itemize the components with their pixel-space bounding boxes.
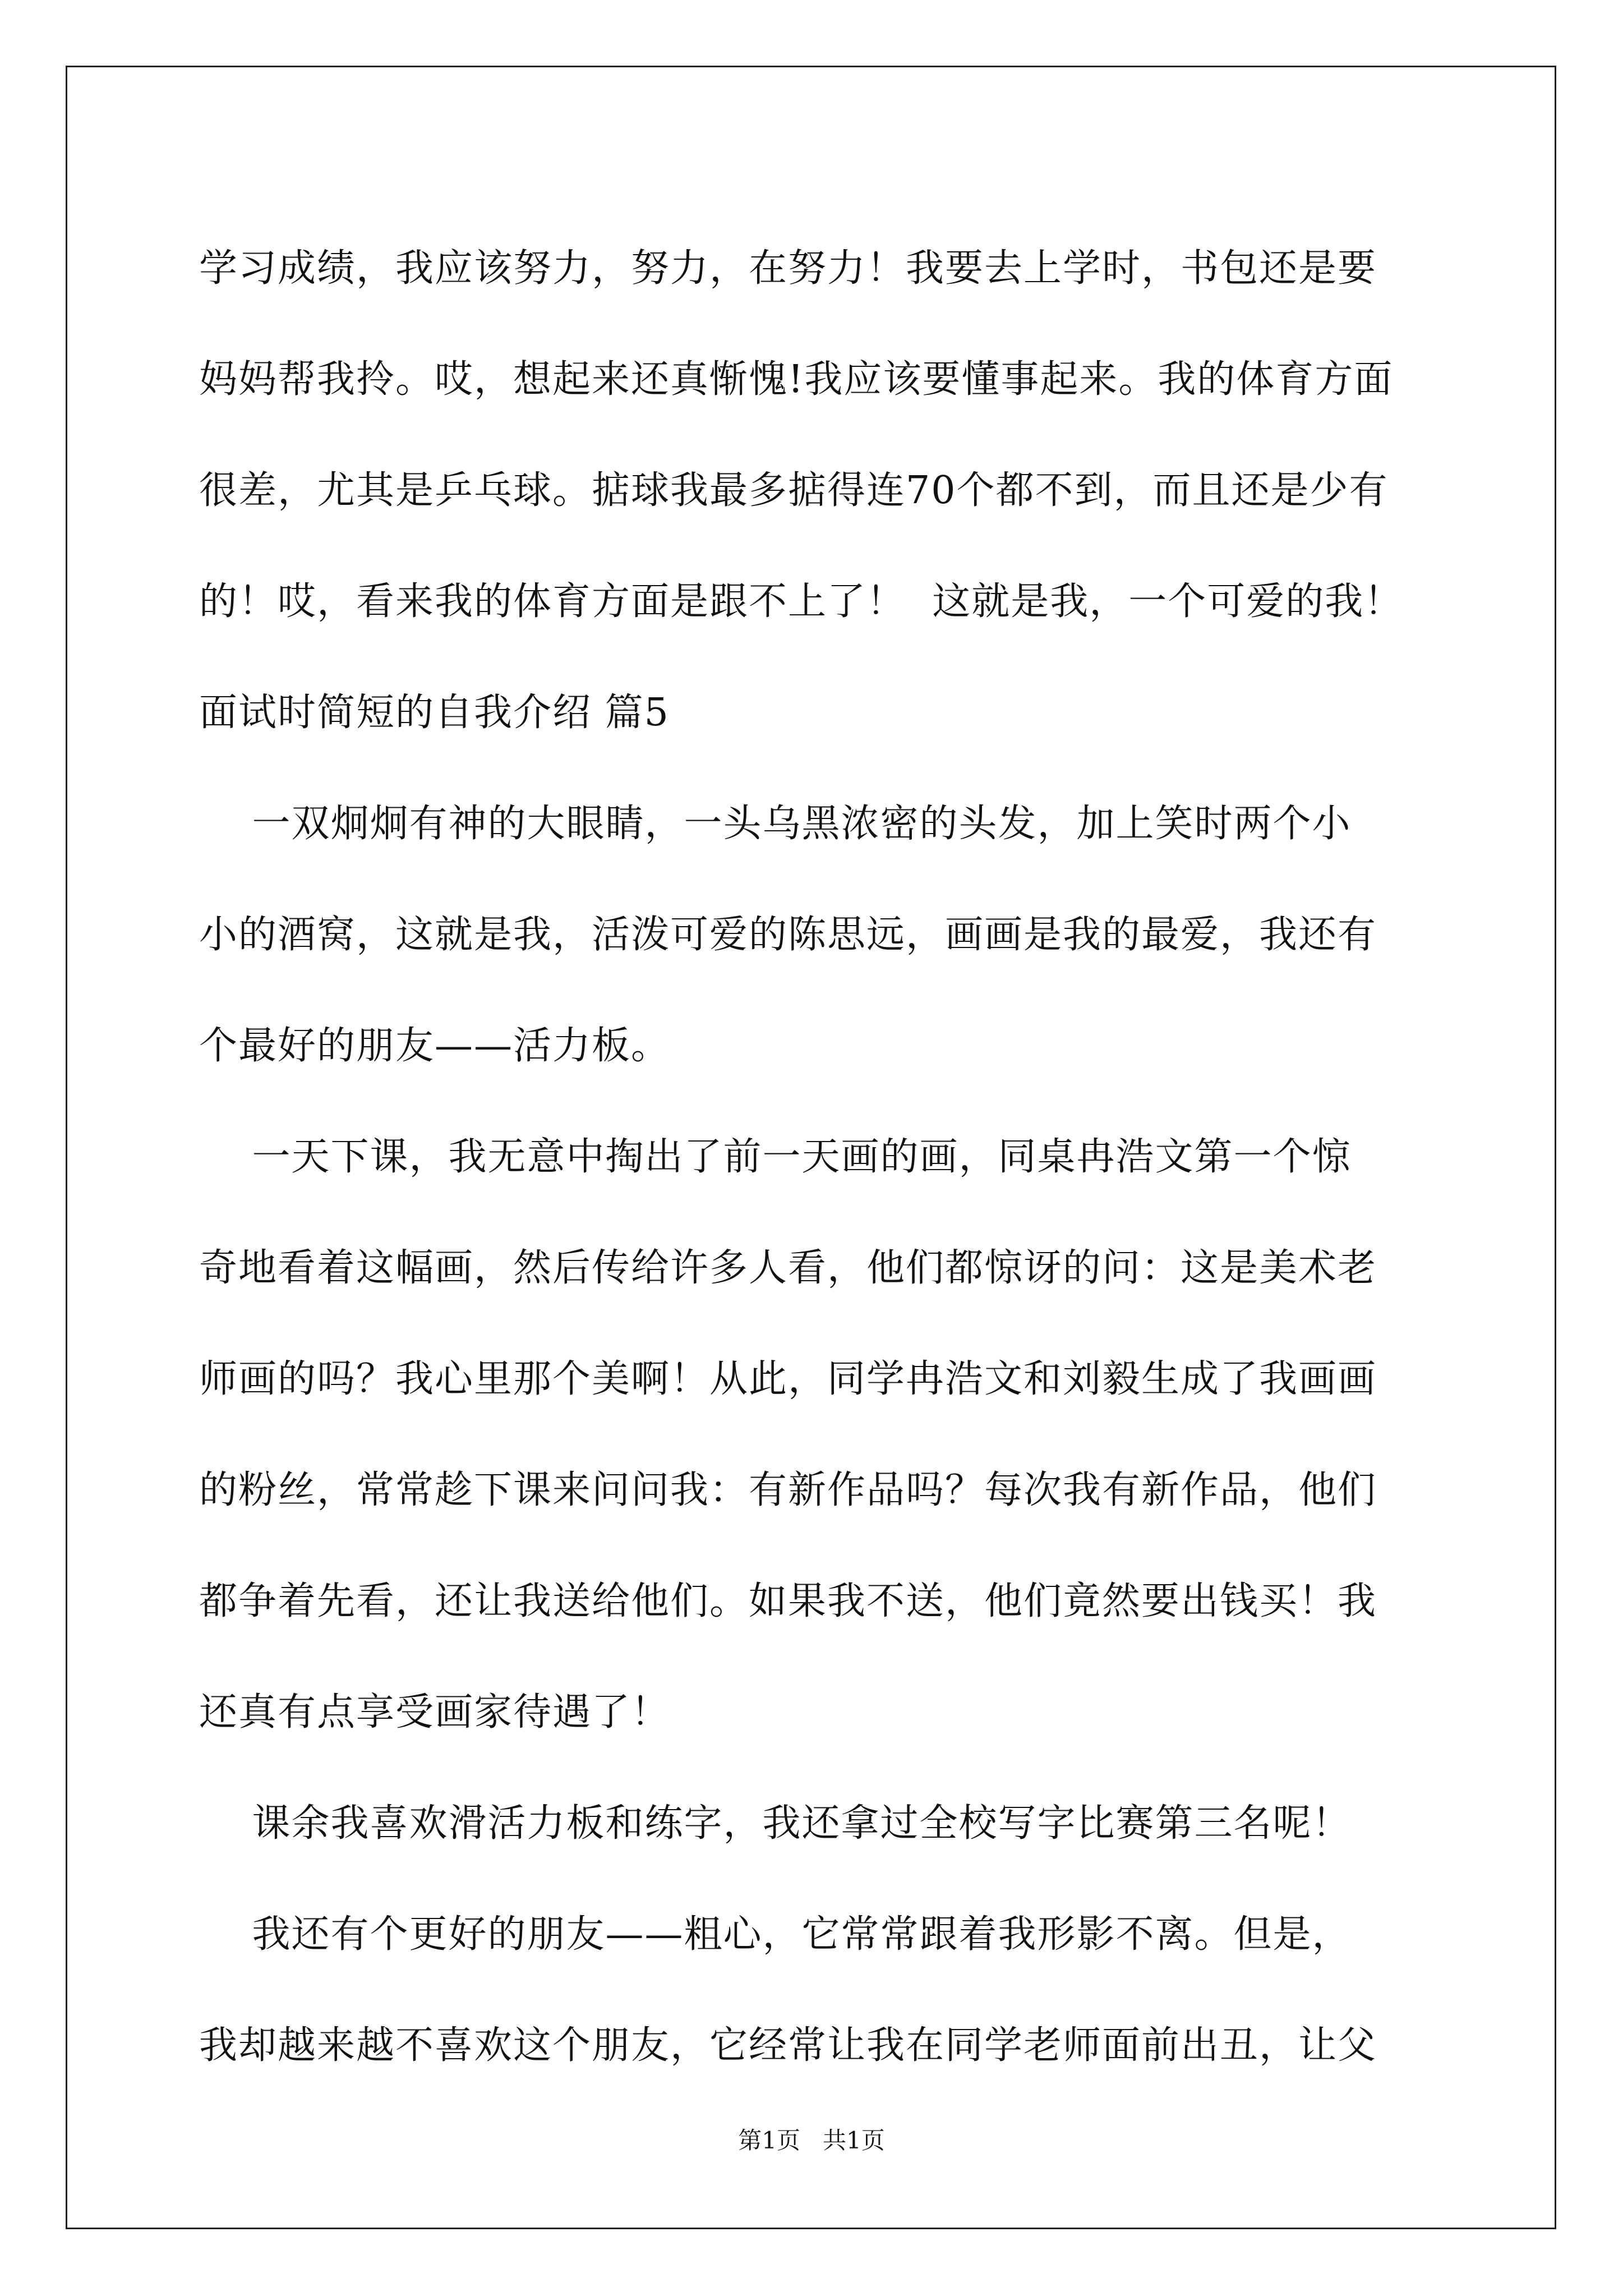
text-line: 一双炯炯有神的大眼睛，一头乌黑浓密的头发，加上笑时两个小: [199, 802, 1352, 846]
text-line: 学习成绩，我应该努力，努力，在努力！我要去上学时，书包还是要: [199, 246, 1377, 291]
text-line: 都争着先看，还让我送给他们。如果我不送，他们竟然要出钱买！我: [199, 1579, 1377, 1623]
text-line: 我却越来越不喜欢这个朋友，它经常让我在同学老师面前出丑，让父: [199, 2023, 1377, 2068]
text-line: 的粉丝，常常趁下课来问问我：有新作品吗？每次我有新作品，他们: [199, 1468, 1377, 1512]
text-line: 个最好的朋友——活力板。: [199, 1024, 671, 1068]
text-line: 奇地看着这幅画，然后传给许多人看，他们都惊讶的问：这是美术老: [199, 1246, 1377, 1290]
text-line: 一天下课，我无意中掏出了前一天画的画，同桌冉浩文第一个惊: [199, 1135, 1352, 1179]
section-heading: 面试时简短的自我介绍 篇5: [199, 691, 670, 735]
text-line: 很差，尤其是乒乓球。掂球我最多掂得连70个都不到，而且还是少有: [199, 468, 1389, 513]
text-line: 师画的吗？我心里那个美啊！从此，同学冉浩文和刘毅生成了我画画: [199, 1357, 1377, 1401]
text-line: 课余我喜欢滑活力板和练字，我还拿过全校写字比赛第三名呢！: [199, 1801, 1352, 1846]
text-line: 妈妈帮我拎。哎，想起来还真惭愧!我应该要懂事起来。我的体育方面: [199, 357, 1394, 402]
document-body: [199, 213, 1427, 2101]
text-line: 我还有个更好的朋友——粗心，它常常跟着我形影不离。但是，: [199, 1912, 1352, 1957]
text-line: 还真有点享受画家待遇了！: [199, 1690, 671, 1734]
page-number-footer: 第1页 共1页: [738, 2127, 885, 2154]
text-line: 小的酒窝，这就是我，活泼可爱的陈思远，画画是我的最爱，我还有: [199, 913, 1377, 957]
text-line: 的！哎，看来我的体育方面是跟不上了！ 这就是我，一个可爱的我！: [199, 579, 1404, 624]
